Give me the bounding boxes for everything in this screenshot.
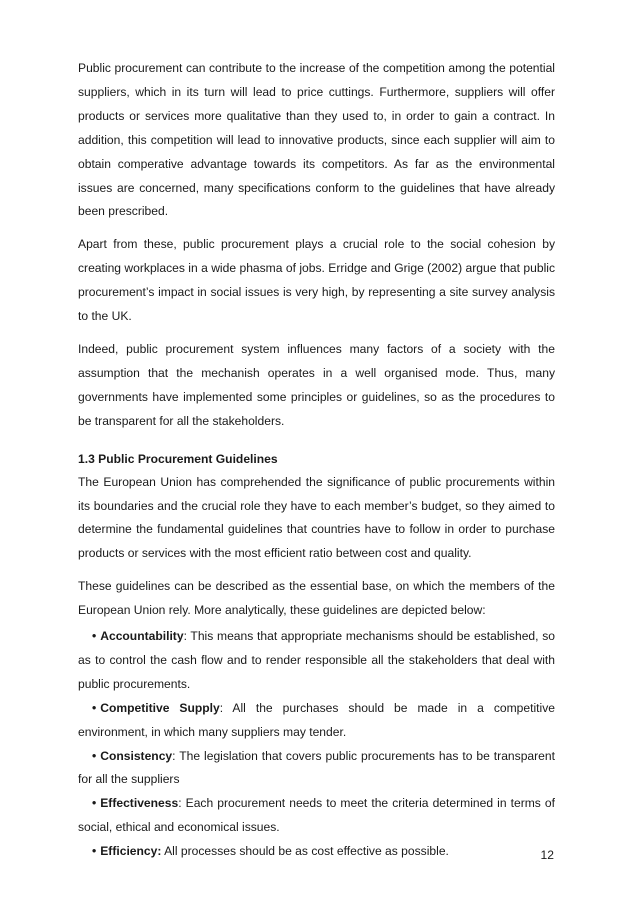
guideline-text: : Each procurement needs to meet the criteria determined in terms of social, ethical and economical issues. — [78, 796, 555, 835]
guideline-term: Accountability — [100, 629, 184, 644]
list-item — [78, 792, 555, 840]
bullet-icon: • — [92, 700, 97, 715]
paragraph-guidelines-intro: These guidelines can be described as the essential base, on which the members of the European Union rely. More analytically, these guidelines are depicted below: — [78, 579, 555, 618]
bullet-icon: • — [92, 844, 97, 859]
guideline-text: : This means that appropriate mechanisms should be established, so as to control the cash flow and to render responsible all the stakeholders that deal with public procurements. — [78, 629, 555, 691]
paragraph-social-cohesion: Apart from these, public procurement plays a crucial role to the social cohesion by creating workplaces in a wide phasma of jobs. Erridge and Grige (2002) argue that public procurement’s impact in social issues is very high, by representing a site survey analysis to the UK. — [78, 237, 555, 324]
page-body — [78, 57, 555, 864]
paragraph-eu-significance: The European Union has comprehended the significance of public procurements within its boundaries and the crucial role they have to each member’s budget, so they aimed to determine the fundamental guidelines that countries have to follow in order to purchase products or services with the most efficient ratio between cost and quality. — [78, 474, 555, 561]
guideline-text: : The legislation that covers public procurements has to be transparent for all the suppliers — [78, 748, 555, 787]
list-item — [78, 745, 555, 793]
bullet-icon: • — [92, 629, 97, 644]
guideline-text: All processes should be as cost effective as possible. — [161, 844, 449, 859]
paragraph-society-factors: Indeed, public procurement system influences many factors of a society with the assumption that the mechanish operates in a well organised mode. Thus, many governments have implemented some principles or guidelines, so as the procedures to be transparent for all the stakeholders. — [78, 341, 555, 428]
guidelines-list — [78, 625, 555, 864]
list-item — [78, 697, 555, 745]
guideline-term: Consistency — [100, 748, 173, 763]
guideline-term: Competitive Supply — [100, 700, 220, 715]
guideline-text: : All the purchases should be made in a competitive environment, in which many suppliers may tender. — [78, 700, 555, 739]
paragraph-competition: Public procurement can contribute to the increase of the competition among the potential suppliers, which in its turn will lead to price cuttings. Furthermore, suppliers will offer products or services more qualitative than they used to, in order to gain a contract. In addition, this competition will lead to innovative products, since each supplier will aim to obtain comperative advantage towards its competitors. As far as the environmental issues are concerned, many specifications conform to the guidelines that have already been prescribed. — [78, 61, 555, 219]
page-number: 12 — [540, 848, 554, 862]
section-heading: 1.3 Public Procurement Guidelines — [78, 451, 278, 466]
bullet-icon: • — [92, 796, 97, 811]
list-item — [78, 625, 555, 697]
bullet-icon: • — [92, 748, 97, 763]
guideline-term: Effectiveness — [100, 796, 179, 811]
list-item — [78, 840, 555, 864]
guideline-term: Efficiency: — [100, 844, 162, 859]
